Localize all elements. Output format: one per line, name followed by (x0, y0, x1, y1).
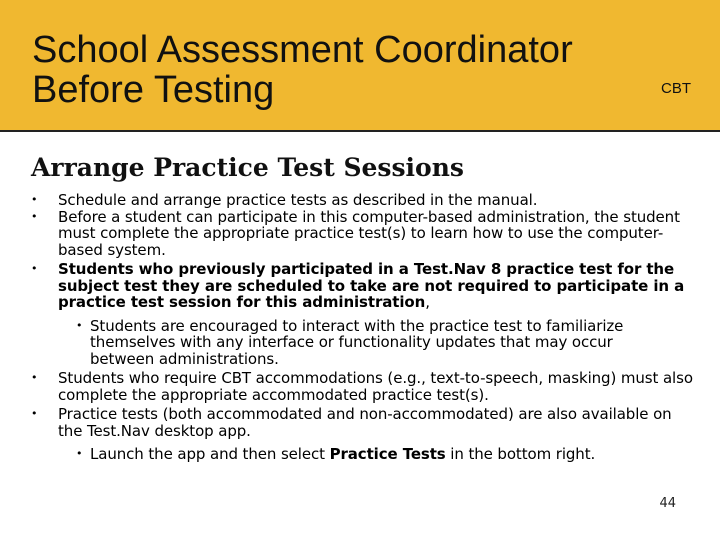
bullet-icon: • (31, 262, 38, 275)
bold-text: Practice Tests (329, 445, 446, 463)
bullet-text: Schedule and arrange practice tests as described in the manual. (58, 191, 538, 209)
bold-text: Students who previously participated in a Test.Nav 8 practice test for the subject test they are scheduled to take are not required to participate in a practice test session for this administration (58, 260, 685, 311)
bullet-text: Practice tests (both accommodated and non-accommodated) are also available on the Test.Nav desktop app. (58, 405, 672, 440)
sub-bullet-item (0, 318, 720, 368)
bullet-text (58, 261, 698, 311)
page-number: 44 (659, 496, 676, 511)
bullet-text: Before a student can participate in this computer-based administration, the student must complete the appropriate practice test(s) to learn how to use the computer-based system. (58, 207, 680, 259)
sub-bullet-item (0, 446, 720, 463)
bullet-item (0, 209, 720, 259)
bullet-suffix: , (425, 293, 430, 311)
title-line-2: Before Testing (32, 69, 275, 111)
bullet-item (0, 261, 720, 311)
bullet-item (0, 370, 720, 403)
sub-bullet-text: Launch the app and then select Practice Tests in the bottom right. (90, 445, 596, 463)
bullet-text: Students who require CBT accommodations (e.g., text-to-speech, masking) must also complete the appropriate accommodated practice test(s). (58, 369, 693, 404)
bullet-item (0, 406, 720, 439)
title-banner (0, 0, 720, 132)
bullet-icon: • (76, 447, 83, 460)
bullet-item (0, 192, 720, 209)
bullet-icon: • (31, 407, 38, 420)
bullet-icon: • (31, 371, 38, 384)
bullet-icon: • (31, 193, 38, 206)
title-line-1: School Assessment Coordinator (32, 29, 573, 71)
bullet-icon: • (76, 318, 83, 332)
cbt-tag: CBT (661, 80, 691, 97)
section-heading: Arrange Practice Test Sessions (31, 153, 464, 182)
slide-title (32, 30, 573, 110)
sub-bullet-text: Students are encouraged to interact with the practice test to familiarize themselves with any interface or functionality updates that may occur between administrations. (90, 316, 624, 368)
bullet-icon: • (31, 209, 38, 223)
bullet-list (0, 192, 720, 463)
